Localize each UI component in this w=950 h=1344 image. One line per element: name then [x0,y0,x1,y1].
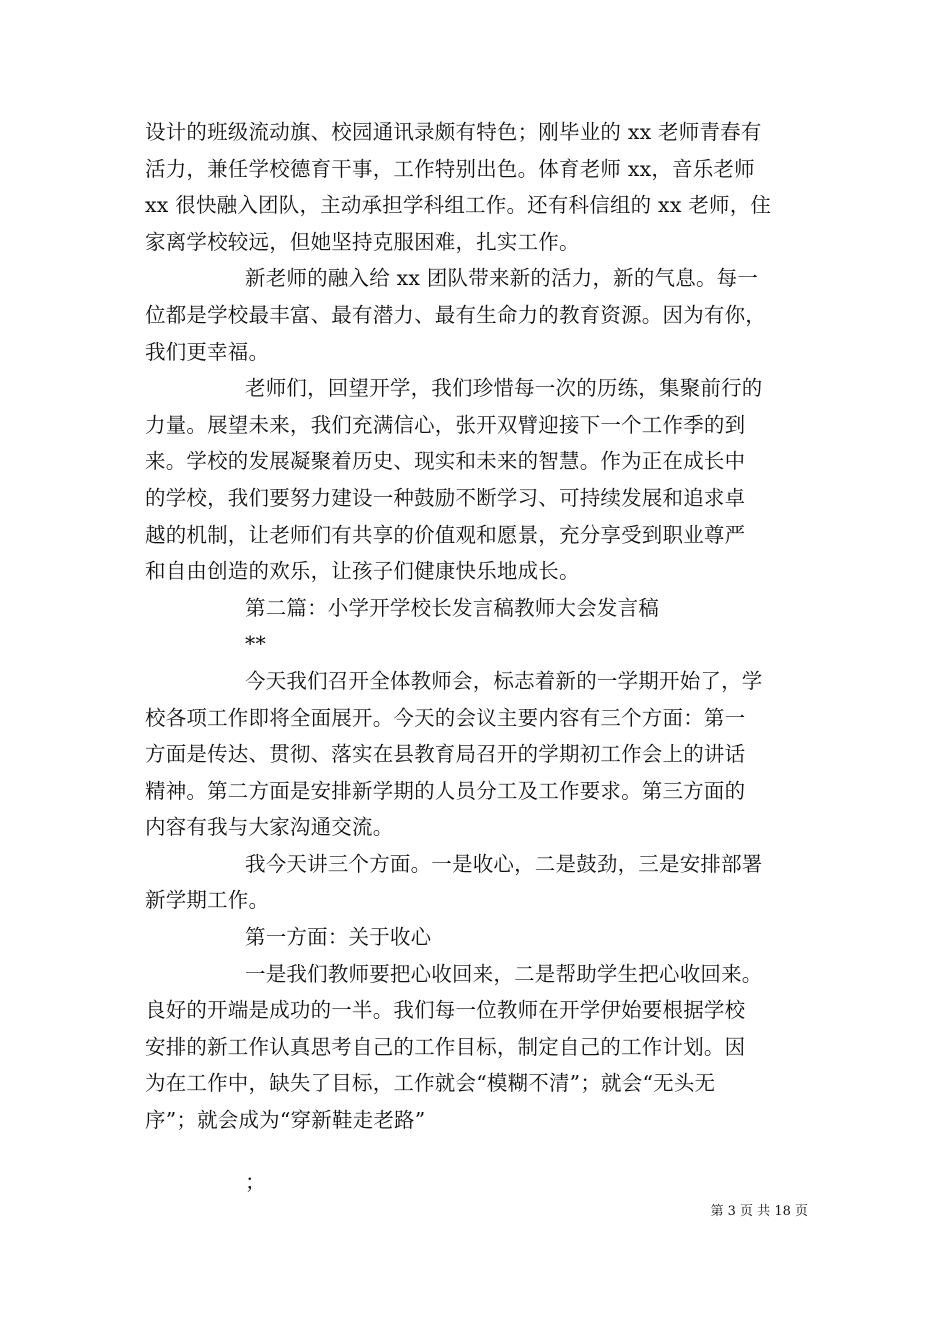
text-line: 越的机制，让老师们有共享的价值观和愿景，充分享受到职业尊严 [145,522,746,547]
text-line: 家离学校较远，但她坚持克服困难，扎实工作。 [145,229,580,254]
text-line: 一是我们教师要把心收回来，二是帮助学生把心收回来。 [245,961,763,986]
text-line: 的学校，我们要努力建设一种鼓励不断学习、可持续发展和追求卓 [145,485,746,510]
text-line: 校各项工作即将全面展开。今天的会议主要内容有三个方面：第一 [145,705,746,730]
text-line: xx 很快融入团队，主动承担学科组工作。还有科信组的 xx 老师，住 [145,193,772,218]
text-line: 来。学校的发展凝聚着历史、现实和未来的智慧。作为正在成长中 [145,449,746,474]
text-line: 为在工作中，缺失了目标，工作就会“模糊不清”；就会“无头无 [145,1071,716,1096]
text-line: 设计的班级流动旗、校园通讯录颇有特色；刚毕业的 xx 老师青春有 [145,120,762,144]
text-line: 新学期工作。 [145,888,270,913]
trailing-semicolon: ； [245,1170,266,1194]
text-line: 方面是传达、贯彻、落实在县教育局召开的学期初工作会上的讲话 [145,742,746,767]
text-line: 我今天讲三个方面。一是收心，二是鼓劲，三是安排部署 [245,851,763,876]
text-line: 力量。展望未来，我们充满信心，张开双臂迎接下一个工作季的到 [145,412,746,437]
text-line: 今天我们召开全体教师会，标志着新的一学期开始了，学 [245,668,763,693]
text-line: ** [245,632,266,657]
text-line: 序”；就会成为“穿新鞋走老路” [145,1108,426,1133]
text-line: 和自由创造的欢乐，让孩子们健康快乐地成长。 [145,559,580,584]
text-line: 良好的开端是成功的一半。我们每一位教师在开学伊始要根据学校 [145,998,746,1023]
text-line: 新老师的融入给 xx 团队带来新的活力，新的气息。每一 [245,266,759,291]
text-line: 位都是学校最丰富、最有潜力、最有生命力的教育资源。因为有你， [145,302,766,327]
document-body [145,114,810,1139]
text-line: 老师们，回望开学，我们珍惜每一次的历练，集聚前行的 [245,376,763,401]
text-line: 第一方面：关于收心 [245,925,432,950]
text-line: 内容有我与大家沟通交流。 [145,815,394,840]
page-footer: 第 3 页 共 18 页 [710,1204,808,1219]
text-line: 安排的新工作认真思考自己的工作目标，制定自己的工作计划。因 [145,1034,746,1059]
text-line: 精神。第二方面是安排新学期的人员分工及工作要求。第三方面的 [145,778,746,803]
text-line: 第二篇：小学开学校长发言稿教师大会发言稿 [245,595,659,620]
text-line: 我们更幸福。 [145,339,270,364]
text-line: 活力，兼任学校德育干事，工作特别出色。体育老师 xx，音乐老师 [145,156,755,181]
